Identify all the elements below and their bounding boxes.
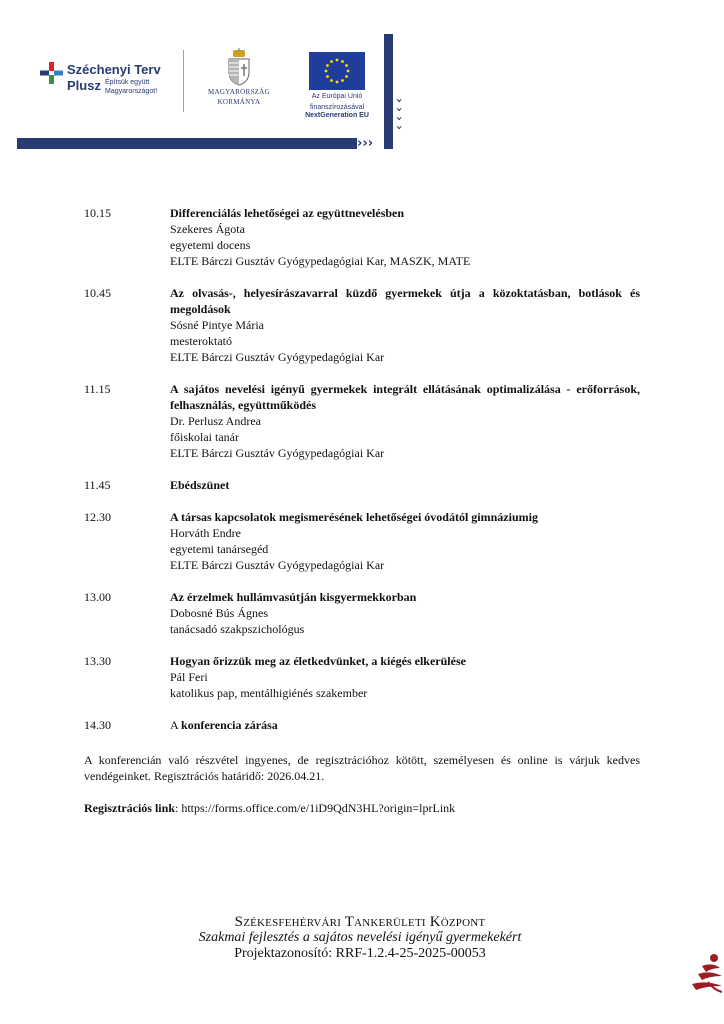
eu-star-icon — [345, 75, 348, 78]
program-time: 10.45 — [84, 286, 111, 300]
program-institution: ELTE Bárczi Gusztáv Gyógypedagógiai Kar — [170, 558, 385, 572]
program-institution: ELTE Bárczi Gusztáv Gyógypedagógiai Kar — [170, 446, 385, 460]
program-item-lunch — [84, 477, 640, 493]
program-title: A társas kapcsolatok megismerésének lehetőségei óvodától gimnáziumig — [170, 510, 538, 524]
program-speaker: Szekeres Ágota — [170, 222, 245, 236]
program-item — [84, 285, 640, 365]
program-time: 13.00 — [84, 590, 111, 604]
program-item — [84, 381, 640, 461]
program-role: tanácsadó szakpszichológus — [170, 622, 305, 636]
registration-separator: : — [175, 801, 182, 815]
closing-prefix: A — [170, 718, 182, 732]
chevron-right-icon: › — [367, 136, 374, 151]
eu-star-icon — [326, 75, 329, 78]
program-title: A sajátos nevelési igényű gyermekek integrált ellátásának optimalizálása - erőforrások, felhasználás, együttműködés — [170, 382, 640, 412]
eu-star-icon — [347, 70, 350, 73]
eu-nextgeneration: NextGeneration EU — [305, 112, 369, 119]
program-time: 11.45 — [84, 478, 111, 492]
program-institution: ELTE Bárczi Gusztáv Gyógypedagógiai Kar — [170, 350, 385, 364]
program-item — [84, 509, 640, 573]
szechenyi-title: Széchenyi Terv — [67, 62, 161, 77]
eu-text-line2: finanszírozásával — [309, 104, 365, 111]
government-name-line2: KORMÁNYA — [217, 98, 261, 106]
szechenyi-tagline: Építsük együtt Magyarországot! — [105, 79, 158, 95]
program-time: 14.30 — [84, 718, 111, 732]
banner-bottom-bar — [17, 138, 357, 149]
banner-chevrons — [357, 138, 373, 149]
program-role: egyetemi tanársegéd — [170, 542, 269, 556]
chevron-right-icon: › — [357, 136, 363, 151]
program-title: Ebédszünet — [170, 478, 230, 492]
chevron-down-icon: › — [392, 98, 406, 103]
eu-funding-logo — [295, 52, 379, 119]
program-item — [84, 589, 640, 637]
eu-star-icon — [341, 60, 344, 63]
program-time: 12.30 — [84, 510, 111, 524]
eu-star-icon — [345, 64, 348, 67]
program-item — [84, 653, 640, 701]
chevron-down-icon: › — [392, 116, 406, 121]
footer-organization: Székesfehérvári Tankerületi Központ — [234, 914, 486, 930]
program-role: mesteroktató — [170, 334, 232, 348]
banner-vertical-chevrons — [392, 96, 406, 132]
registration-notice: A konferencián való részvétel ingyenes, de regisztrációhoz kötött, személyesen és online is várjuk kedves vendégeinket. Regisztrációs határidő: 2026.04.21. — [84, 753, 640, 783]
page-footer — [130, 914, 590, 962]
szechenyi-cross-icon — [39, 60, 65, 86]
footer-project-id: Projektazonosító: RRF-1.2.4-25-2025-00053 — [234, 946, 486, 961]
footer-subtitle: Szakmai fejlesztés a sajátos nevelési igényű gyermekekért — [198, 930, 522, 945]
eu-flag-icon — [309, 52, 365, 90]
chevron-right-icon: › — [362, 136, 368, 151]
program-institution: ELTE Bárczi Gusztáv Gyógypedagógiai Kar, MASZK, MATE — [170, 254, 471, 268]
conference-program — [84, 205, 640, 749]
program-speaker: Pál Feri — [170, 670, 208, 684]
program-item-closing — [84, 717, 640, 733]
szechenyi-terv-logo — [39, 56, 179, 116]
program-speaker: Dobosné Bús Ágnes — [170, 606, 268, 620]
program-item — [84, 205, 640, 269]
registration-link[interactable]: https://forms.office.com/e/1iD9QdN3HL?origin=lprLink — [181, 801, 456, 815]
funding-banner — [17, 34, 406, 151]
eu-star-icon — [325, 70, 328, 73]
program-role: egyetemi docens — [170, 238, 251, 252]
program-role: főiskolai tanár — [170, 430, 239, 444]
program-time: 13.30 — [84, 654, 111, 668]
program-speaker: Horváth Endre — [170, 526, 241, 540]
closing-title: konferencia zárása — [181, 718, 278, 732]
program-time: 10.15 — [84, 206, 111, 220]
government-name-line1: MAGYARORSZÁG — [208, 88, 270, 96]
szechenyi-plus: Plusz — [67, 78, 101, 93]
program-role: katolikus pap, mentálhigiénés szakember — [170, 686, 368, 700]
program-title: Az érzelmek hullámvasútján kisgyermekkorban — [170, 590, 417, 604]
government-logo — [199, 48, 279, 106]
banner-right-bar — [384, 34, 393, 149]
chevron-down-icon: › — [392, 125, 406, 130]
program-speaker: Sósné Pintye Mária — [170, 318, 264, 332]
eu-star-icon — [330, 60, 333, 63]
eu-star-icon — [336, 59, 339, 62]
program-title: Az olvasás-, helyesírászavarral küzdő gyermekek útja a közoktatásban, botlások és megoldások — [170, 286, 640, 316]
eu-star-icon — [326, 64, 329, 67]
program-time: 11.15 — [84, 382, 111, 396]
eu-star-icon — [341, 79, 344, 82]
eu-star-icon — [336, 81, 339, 84]
eu-star-icon — [330, 79, 333, 82]
tankerulet-corner-logo-icon — [688, 950, 724, 996]
program-title: Hogyan őrizzük meg az életkedvünket, a kiégés elkerülése — [170, 654, 466, 668]
eu-text-line1: Az Európai Unió — [311, 93, 363, 100]
hungarian-coat-of-arms-icon — [226, 48, 252, 86]
program-title: Differenciálás lehetőségei az együttnevelésben — [170, 206, 405, 220]
program-speaker: Dr. Perlusz Andrea — [170, 414, 261, 428]
registration-line — [84, 800, 640, 816]
chevron-down-icon: › — [392, 107, 406, 112]
registration-label: Regisztrációs link — [84, 801, 175, 815]
banner-divider — [183, 50, 184, 112]
